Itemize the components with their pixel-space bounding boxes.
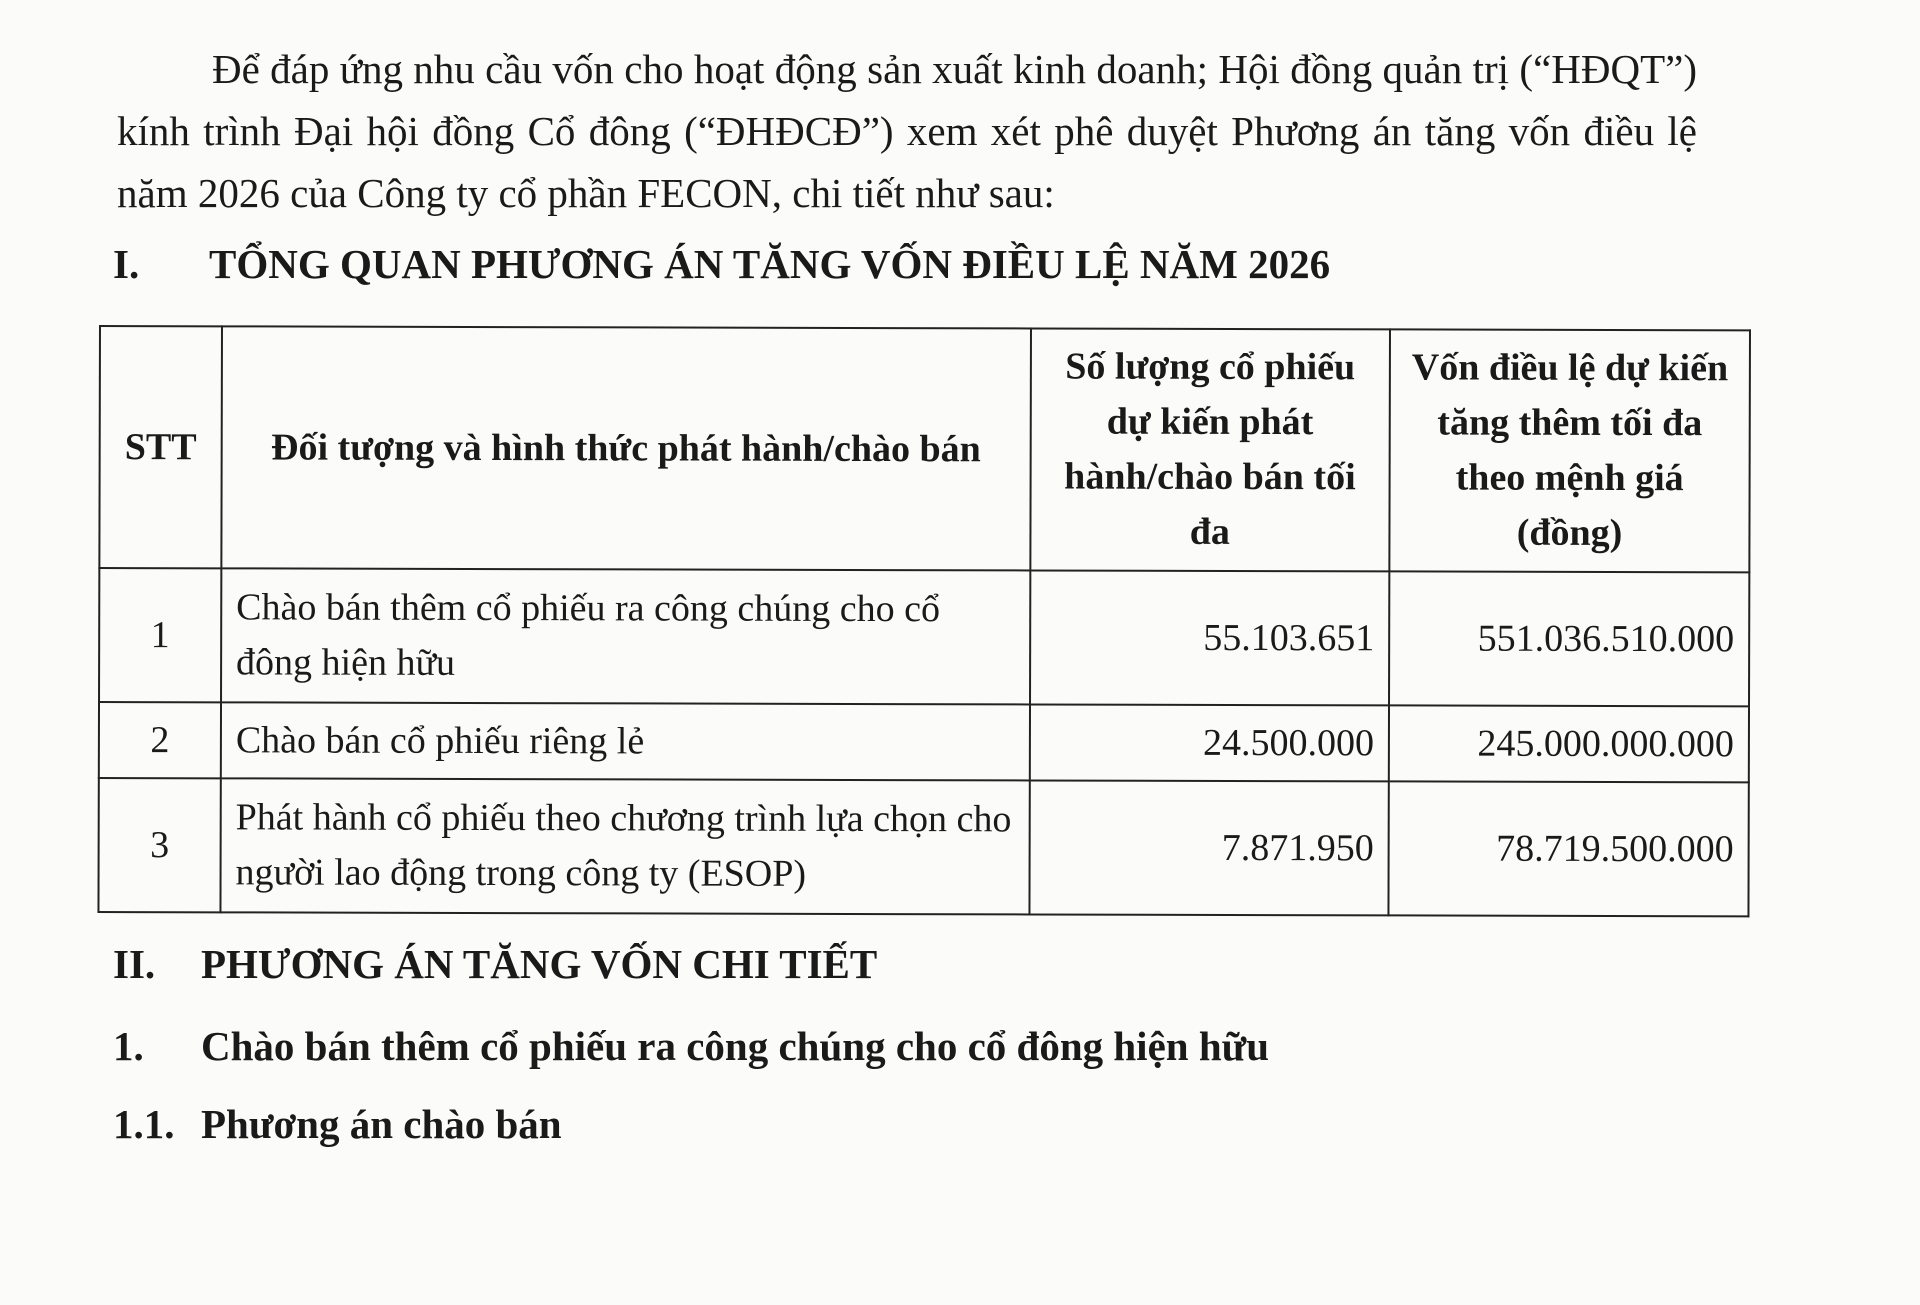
header-quantity: Số lượng cổ phiếu dự kiến phát hành/chào bán tối đa	[1030, 328, 1390, 571]
capital-increase-table	[97, 325, 1751, 917]
row-description: Phát hành cổ phiếu theo chương trình lựa chọn cho người lao động trong công ty (ESOP)	[220, 778, 1029, 914]
row-description: Chào bán thêm cổ phiếu ra công chúng cho cổ đông hiện hữu	[221, 568, 1030, 704]
row-stt: 2	[99, 702, 221, 778]
subsubsection-title: Phương án chào bán	[201, 1101, 562, 1147]
section-title: PHƯƠNG ÁN TĂNG VỐN CHI TIẾT	[201, 941, 878, 987]
header-stt: STT	[99, 326, 222, 568]
section-heading-overview	[113, 240, 1330, 288]
section-title: TỔNG QUAN PHƯƠNG ÁN TĂNG VỐN ĐIỀU LỆ NĂM 2026	[209, 241, 1331, 287]
table-row	[99, 568, 1749, 706]
row-stt: 3	[98, 778, 220, 912]
table-row	[99, 702, 1749, 782]
table-header-row	[99, 326, 1750, 572]
section-heading-detail	[113, 940, 877, 988]
row-capital: 245.000.000.000	[1389, 705, 1749, 782]
subsubsection-number: 1.1.	[113, 1101, 175, 1147]
subsection-number: 1.	[113, 1023, 144, 1069]
section-number: II.	[113, 941, 156, 987]
row-capital: 78.719.500.000	[1389, 781, 1749, 916]
header-description: Đối tượng và hình thức phát hành/chào bán	[221, 326, 1030, 570]
intro-paragraph: Để đáp ứng nhu cầu vốn cho hoạt động sản xuất kinh doanh; Hội đồng quản trị (“HĐQT”) kính trình Đại hội đồng Cổ đông (“ĐHĐCĐ”) xem xét phê duyệt Phương án tăng vốn điều lệ năm 2026 của Công ty cổ phần FECON, chi tiết như sau:	[117, 46, 1697, 216]
row-quantity: 24.500.000	[1029, 704, 1389, 781]
row-description: Chào bán cổ phiếu riêng lẻ	[221, 702, 1030, 780]
subsubsection-heading	[113, 1100, 562, 1148]
table-row	[98, 778, 1748, 916]
header-capital: Vốn điều lệ dự kiến tăng thêm tối đa theo mệnh giá (đồng)	[1390, 329, 1750, 572]
row-quantity: 7.871.950	[1029, 780, 1389, 915]
subsection-title: Chào bán thêm cổ phiếu ra công chúng cho cổ đông hiện hữu	[201, 1023, 1270, 1069]
row-capital: 551.036.510.000	[1389, 571, 1749, 706]
row-stt: 1	[99, 568, 221, 702]
subsection-heading	[113, 1022, 1269, 1070]
section-number: I.	[113, 241, 140, 287]
row-quantity: 55.103.651	[1030, 570, 1390, 705]
